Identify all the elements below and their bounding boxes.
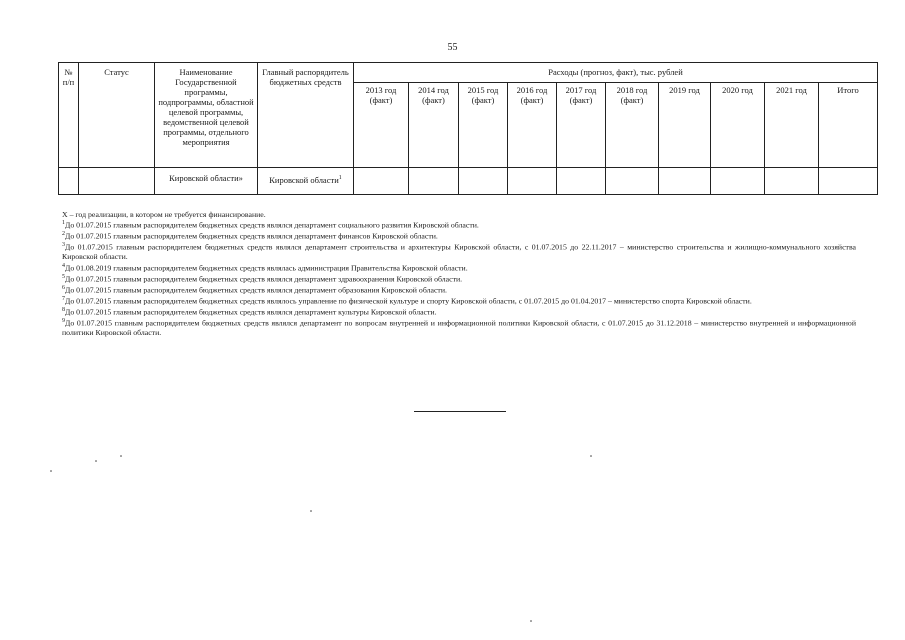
col-header-name: Наименование Государственной программы, подпрограммы, областной целевой программы, ведомственной целевой программы, отдельного мероприятия — [155, 63, 258, 168]
cell-admin-text: Кировской области — [269, 174, 339, 185]
year-label: 2021 год — [776, 85, 807, 95]
footnote-text: До 01.07.2015 главным распорядителем бюджетных средств являлся департамент образования Кировской области. — [65, 285, 447, 295]
year-label: 2020 год — [722, 85, 753, 95]
footnote-number: 2 — [62, 231, 65, 238]
cell-status — [79, 168, 155, 195]
footnote-text: До 01.07.2015 главным распорядителем бюджетных средств являлся департамент строительства и архитектуры Кировской области, с 01.07.2015 до 22.11.2017 – министерство строительства и жилищно-коммунального хозяйства Кировской области. — [62, 243, 856, 262]
footnote-text: До 01.07.2015 главным распорядителем бюджетных средств являлся департамент культуры Кировской области. — [65, 307, 437, 317]
footnote-text: До 01.07.2015 главным распорядителем бюджетных средств являлся департамент финансов Кировской области. — [65, 232, 438, 241]
col-header-year — [711, 83, 765, 168]
year-sublabel: (факт) — [569, 95, 593, 105]
expenses-table — [58, 62, 878, 195]
footnote — [62, 284, 856, 295]
col-header-year — [659, 83, 711, 168]
year-label: 2016 год — [516, 85, 548, 95]
cell-name: Кировской области» — [155, 168, 258, 195]
year-label: 2017 год — [565, 85, 597, 95]
scan-speck — [120, 455, 122, 457]
footnote-number: 9 — [62, 317, 65, 324]
footnote-text: До 01.07.2015 главным распорядителем бюджетных средств являлся департамент по вопросам внутренней и информационной политики Кировской области, с 01.07.2015 до 31.12.2018 – министерство внутренней и информационной политики Кировской области. — [62, 318, 856, 337]
footnote-text: До 01.07.2015 главным распорядителем бюджетных средств являлся департамент здравоохранения Кировской области. — [65, 274, 463, 284]
col-header-year — [606, 83, 659, 168]
footnote — [62, 219, 856, 230]
cell-year-value — [354, 168, 409, 195]
col-header-year — [354, 83, 409, 168]
col-header-year — [409, 83, 459, 168]
footnote-text: До 01.08.2019 главным распорядителем бюджетных средств являлась администрация Правительства Кировской области. — [65, 263, 468, 273]
footnote-number: 1 — [62, 220, 65, 227]
footnote — [62, 262, 856, 273]
footnote-number: 7 — [62, 295, 65, 302]
footnote — [62, 306, 856, 317]
year-label: 2014 год — [418, 85, 449, 95]
col-header-year — [459, 83, 508, 168]
scan-speck — [50, 470, 52, 472]
scan-speck — [590, 455, 592, 457]
footnote — [62, 317, 856, 337]
year-sublabel: (факт) — [520, 95, 544, 105]
footnote-number: 3 — [62, 242, 65, 249]
footnote-text: До 01.07.2015 главным распорядителем бюджетных средств являлось управление по физической культуре и спорту Кировской области, с 01.07.2015 до 01.04.2017 – министерство спорта Кировской области. — [65, 296, 752, 306]
cell-admin — [258, 168, 354, 195]
year-label: Итого — [837, 85, 859, 95]
footnote-number: 5 — [62, 273, 65, 280]
scan-speck — [310, 510, 312, 512]
cell-num — [59, 168, 79, 195]
footnote — [62, 241, 856, 261]
footnote-number: 4 — [62, 262, 65, 269]
cell-year-value — [659, 168, 711, 195]
cell-year-value — [606, 168, 659, 195]
col-header-year — [819, 83, 878, 168]
footnotes — [62, 210, 856, 337]
cell-year-value — [557, 168, 606, 195]
year-sublabel: (факт) — [471, 95, 495, 105]
footnote-text: Х – год реализации, в котором не требуется финансирование. — [62, 210, 266, 219]
col-header-expenses: Расходы (прогноз, факт), тыс. рублей — [354, 63, 878, 83]
col-header-status: Статус — [79, 63, 155, 168]
year-label: 2019 год — [669, 85, 700, 95]
year-label: 2018 год — [616, 85, 648, 95]
page-number: 55 — [447, 42, 458, 53]
table-row — [59, 168, 878, 195]
col-header-year — [765, 83, 819, 168]
footnote — [62, 210, 856, 219]
year-sublabel: (факт) — [369, 95, 393, 105]
footnote-number: 8 — [62, 306, 65, 313]
year-sublabel: (факт) — [422, 95, 445, 105]
end-rule — [414, 411, 506, 412]
header-row — [59, 63, 878, 83]
cell-year-value — [459, 168, 508, 195]
cell-year-value — [711, 168, 765, 195]
col-header-year — [508, 83, 557, 168]
year-label: 2015 год — [467, 85, 499, 95]
scan-speck — [530, 620, 532, 622]
cell-year-value — [409, 168, 459, 195]
col-header-year — [557, 83, 606, 168]
year-label: 2013 год — [365, 85, 397, 95]
year-sublabel: (факт) — [620, 95, 644, 105]
cell-admin-footnote-ref: 1 — [338, 175, 342, 181]
col-header-admin: Главный распорядитель бюджетных средств — [258, 63, 354, 168]
footnote — [62, 273, 856, 284]
footnote — [62, 230, 856, 241]
cell-year-value — [508, 168, 557, 195]
col-header-num: № п/п — [59, 63, 79, 168]
cell-year-value — [765, 168, 819, 195]
footnote — [62, 295, 856, 306]
cell-year-value — [819, 168, 878, 195]
scan-speck — [95, 460, 97, 462]
footnote-text: До 01.07.2015 главным распорядителем бюджетных средств являлся департамент социального развития Кировской области. — [65, 221, 479, 230]
footnote-number: 6 — [62, 284, 65, 291]
